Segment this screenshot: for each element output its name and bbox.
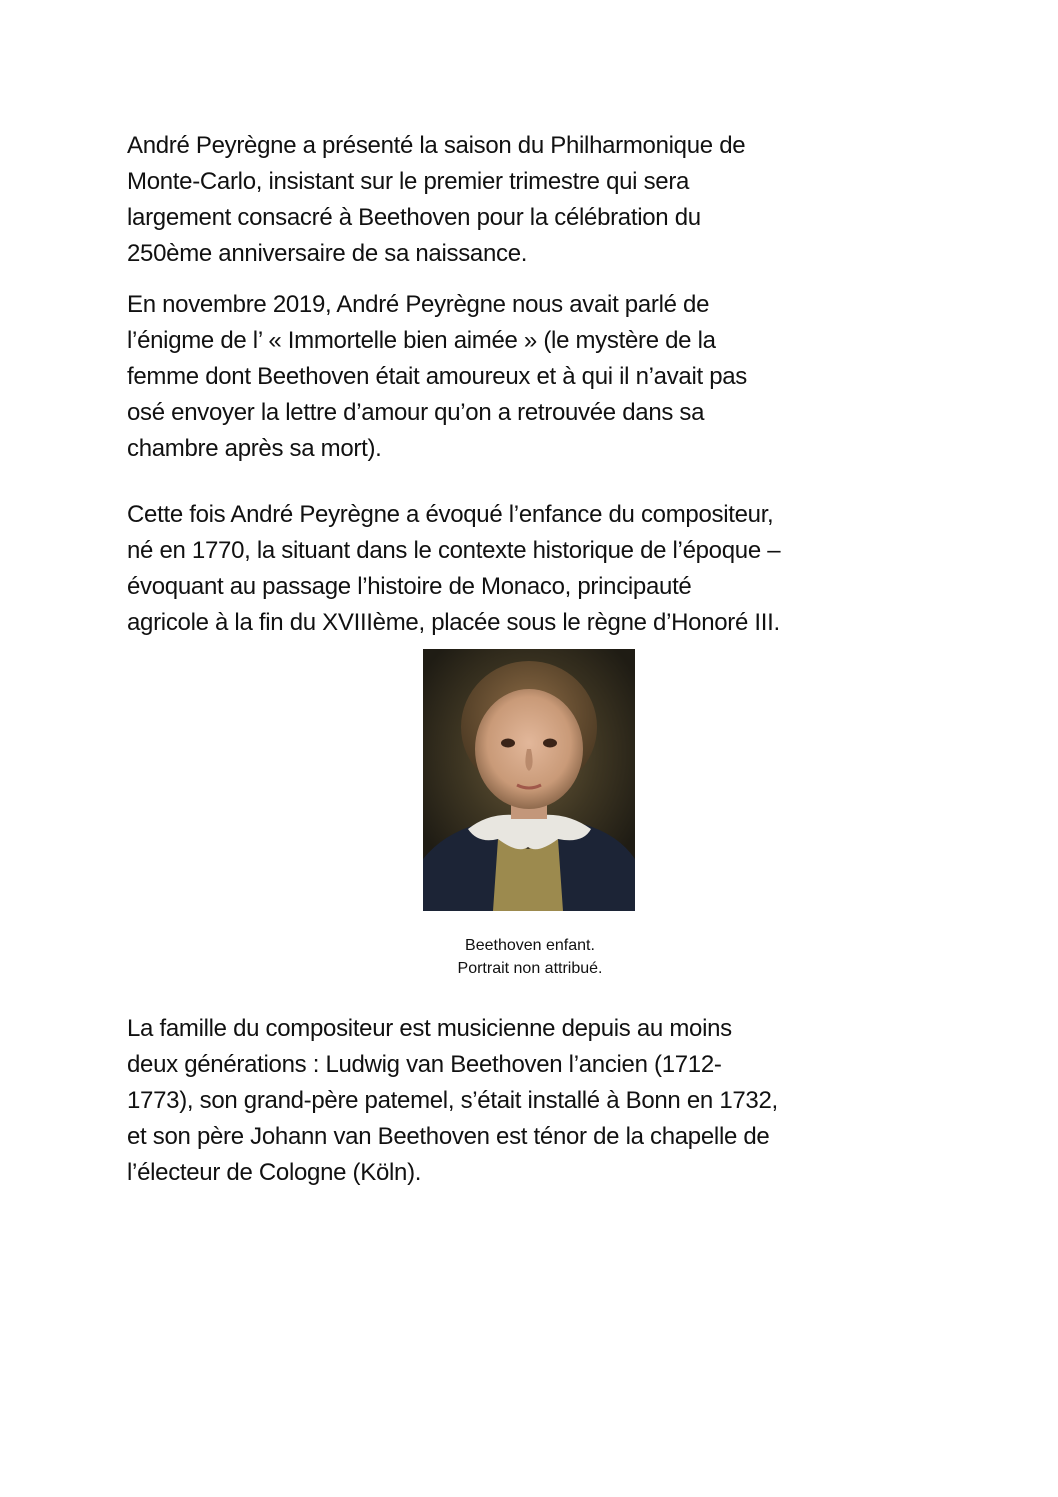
text-line: deux générations : Ludwig van Beethoven l’ancien (1712- [127, 1051, 722, 1078]
caption-line: Portrait non attribué. [457, 960, 603, 977]
text-line: agricole à la fin du XVIIIème, placée sous le règne d’Honoré III. [127, 609, 780, 636]
text-line: l’électeur de Cologne (Köln). [127, 1159, 422, 1186]
text-line: Monte-Carlo, insistant sur le premier trimestre qui sera [127, 168, 690, 195]
portrait-illustration [423, 649, 635, 911]
text-line: 250ème anniversaire de sa naissance. [127, 240, 528, 267]
text-line: évoquant au passage l’histoire de Monaco, principauté [127, 573, 692, 600]
portrait-caption [380, 934, 680, 980]
text-line: femme dont Beethoven était amoureux et à qui il n’avait pas [127, 363, 748, 390]
text-line: La famille du compositeur est musicienne depuis au moins [127, 1015, 732, 1042]
text-line: chambre après sa mort). [127, 435, 382, 462]
paragraph-childhood [127, 497, 957, 641]
paragraph-season-presentation [127, 128, 957, 272]
text-line: André Peyrègne a présenté la saison du Philharmonique de [127, 132, 746, 159]
text-line: né en 1770, la situant dans le contexte historique de l’époque – [127, 537, 781, 564]
text-line: Cette fois André Peyrègne a évoqué l’enfance du compositeur, [127, 501, 774, 528]
paragraph-immortal-beloved [127, 287, 957, 467]
beethoven-child-portrait [423, 649, 635, 911]
text-line: l’énigme de l’ « Immortelle bien aimée » (le mystère de la [127, 327, 716, 354]
text-line: osé envoyer la lettre d’amour qu’on a retrouvée dans sa [127, 399, 705, 426]
text-line: largement consacré à Beethoven pour la célébration du [127, 204, 701, 231]
text-line: 1773), son grand-père patemel, s’était installé à Bonn en 1732, [127, 1087, 778, 1114]
paragraph-family [127, 1011, 957, 1191]
caption-line: Beethoven enfant. [465, 937, 595, 954]
text-line: En novembre 2019, André Peyrègne nous avait parlé de [127, 291, 710, 318]
text-line: et son père Johann van Beethoven est ténor de la chapelle de [127, 1123, 770, 1150]
